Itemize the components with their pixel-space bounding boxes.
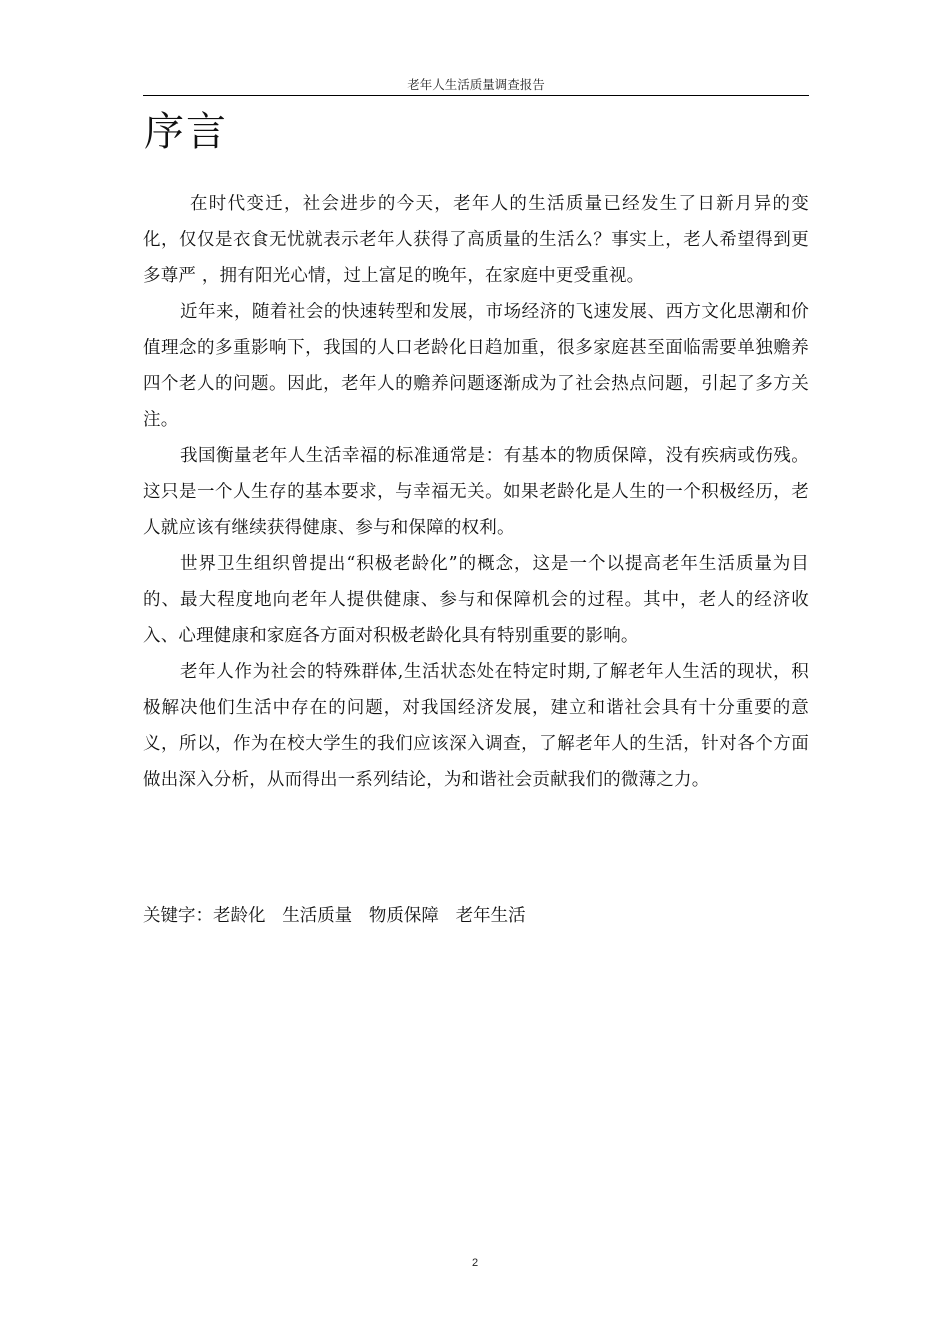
running-header	[143, 76, 809, 96]
paragraph-happiness-standard: 我国衡量老年人生活幸福的标准通常是：有基本的物质保障，没有疾病或伤残。这只是一个人生存的基本要求，与幸福无关。如果老龄化是人生的一个积极经历，老人就应该有继续获得健康、参与和保障的权利。	[143, 446, 809, 538]
paragraph-intro: 在时代变迁，社会进步的今天，老年人的生活质量已经发生了日新月异的变化，仅仅是衣食无忧就表示老年人获得了高质量的生活么？事实上，老人希望得到更多尊严 ，拥有阳光心情，过上富足的晚年，在家庭中更受重视。	[143, 194, 809, 286]
paragraph-active-ageing: 世界卫生组织曾提出“积极老龄化”的概念，这是一个以提高老年生活质量为目的、最大程度地向老年人提供健康、参与和保障机会的过程。其中，老人的经济收入、心理健康和家庭各方面对积极老龄化具有特别重要的影响。	[143, 554, 809, 646]
paragraph-background: 近年来，随着社会的快速转型和发展，市场经济的飞速发展、西方文化思潮和价值理念的多重影响下，我国的人口老龄化日趋加重，很多家庭甚至面临需要单独赡养四个老人的问题。因此，老年人的赡养问题逐渐成为了社会热点问题，引起了多方关注。	[143, 302, 809, 430]
body-text	[143, 186, 809, 798]
keywords-line: 关键字：老龄化 生活质量 物质保障 老年生活	[143, 906, 526, 926]
paragraph-significance: 老年人作为社会的特殊群体,生活状态处在特定时期,了解老年人生活的现状，积极解决他们生活中存在的问题，对我国经济发展，建立和谐社会具有十分重要的意义，所以，作为在校大学生的我们应该深入调查，了解老年人的生活，针对各个方面做出深入分析，从而得出一系列结论，为和谐社会贡献我们的微薄之力。	[143, 662, 809, 790]
running-header-title: 老年人生活质量调查报告	[407, 77, 545, 92]
page-number: 2	[471, 1257, 479, 1269]
page-title: 序言	[144, 109, 228, 155]
